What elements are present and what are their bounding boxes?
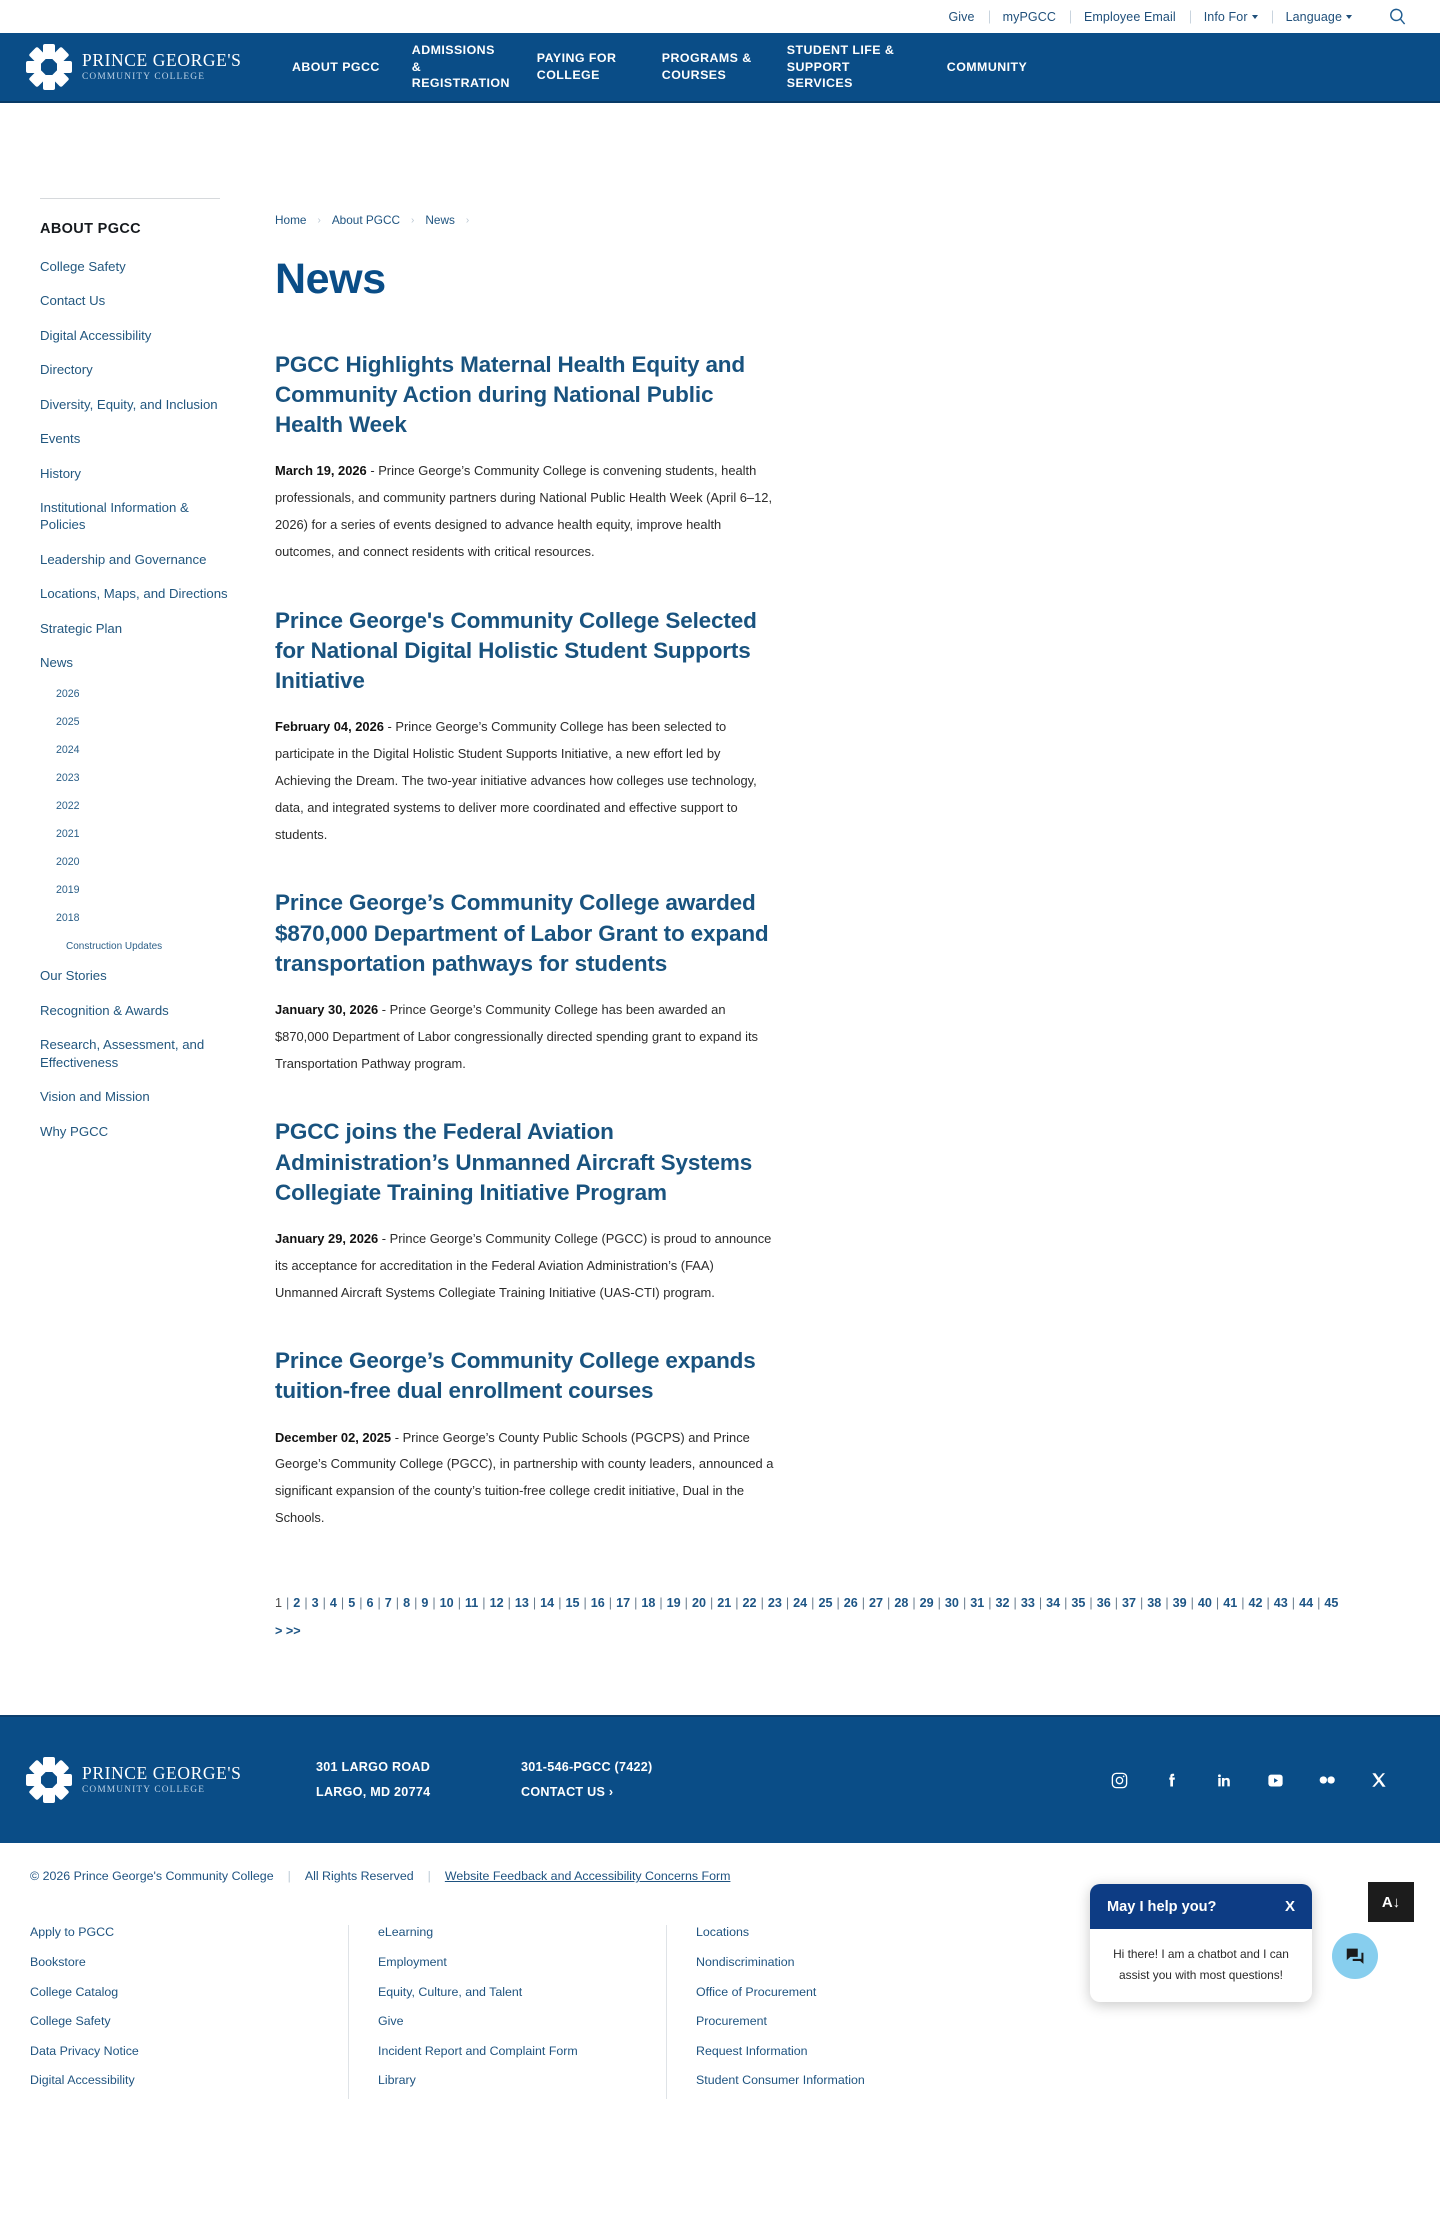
pagination-separator: | <box>457 1596 461 1610</box>
pagination-separator: | <box>507 1596 511 1610</box>
chatbot-message: Hi there! I am a chatbot and I can assist you with most questions! <box>1113 1947 1289 1982</box>
footer-link-columns <box>0 1893 1440 2131</box>
utility-link-give[interactable] <box>934 10 988 24</box>
footer-column-3 <box>666 1923 984 2101</box>
pagination-page-9[interactable]: 9 <box>421 1596 429 1610</box>
pagination-current-page: 1 <box>275 1596 283 1610</box>
utility-link-label: Employee Email <box>1083 9 1176 24</box>
sidebar-item-label: 2020 <box>56 856 80 869</box>
pagination-page-19[interactable]: 19 <box>666 1596 681 1610</box>
sidebar-item-label: Events <box>40 431 81 447</box>
pagination-separator: | <box>432 1596 436 1610</box>
pagination-page-33[interactable]: 33 <box>1020 1596 1035 1610</box>
pagination-separator: | <box>532 1596 537 1610</box>
footer-link-procurement[interactable]: Procurement <box>696 2014 767 2029</box>
pagination-separator: | <box>811 1596 815 1610</box>
pagination-page-35[interactable]: 35 <box>1071 1596 1086 1610</box>
footer-link-elearning[interactable]: eLearning <box>378 1925 434 1940</box>
utility-link-label: myPGCC <box>1002 9 1056 24</box>
footer-link-give[interactable]: Give <box>378 2014 404 2029</box>
pgcc-logo-icon <box>26 44 72 90</box>
pagination-separator: | <box>1089 1596 1093 1610</box>
pagination-separator: | <box>1317 1596 1321 1610</box>
utility-bar <box>0 0 1440 33</box>
news-article-body-text: - Prince George’s Community College (PGCC) is proud to announce its acceptance for accreditation in the Federal Aviation Administration’s (FAA) Unmanned Aircraft Systems Collegiate Training Initiative (UAS-CTI) program. <box>275 1230 772 1300</box>
pagination-page-42[interactable]: 42 <box>1248 1596 1263 1610</box>
sidebar-navigation <box>0 103 275 1645</box>
instagram-link[interactable] <box>1108 1769 1130 1791</box>
sidebar-item-label: 2025 <box>56 716 80 729</box>
pagination-separator: | <box>861 1596 866 1610</box>
pagination-page-26[interactable]: 26 <box>843 1596 858 1610</box>
pagination-page-10[interactable]: 10 <box>439 1596 454 1610</box>
youtube-link[interactable] <box>1264 1769 1286 1791</box>
pagination-page-40[interactable]: 40 <box>1197 1596 1212 1610</box>
pagination-separator: | <box>322 1596 326 1610</box>
news-article <box>275 1117 775 1306</box>
sidebar-item-label: Research, Assessment, and Effectiveness <box>40 1037 205 1070</box>
pagination-separator: | <box>1114 1596 1118 1610</box>
utility-dropdown-language[interactable] <box>1272 10 1366 24</box>
news-article-body-text: - Prince George’s County Public Schools (PGCPS) and Prince George’s Community College (PGCC), in partnership with county leaders, announced a significant expansion of the county’s tuition-free college credit initiative, Dual in the Schools. <box>275 1429 774 1526</box>
pagination-page-30[interactable]: 30 <box>944 1596 959 1610</box>
pagination-page-44[interactable]: 44 <box>1299 1596 1314 1610</box>
pagination-separator: | <box>482 1596 486 1610</box>
pagination-separator: | <box>583 1596 587 1610</box>
pagination-separator: | <box>836 1596 840 1610</box>
chat-bubble-icon <box>1344 1945 1366 1967</box>
sidebar-item-2021[interactable] <box>56 828 246 842</box>
breadcrumb-separator-icon: › <box>411 214 415 226</box>
sidebar-item-directory[interactable] <box>40 361 230 378</box>
utility-link-label: Language <box>1285 9 1342 24</box>
footer-column-2 <box>348 1923 666 2101</box>
nav-item-community[interactable]: COMMUNITY <box>946 59 1028 74</box>
footer-contact-us-link[interactable]: CONTACT US › <box>521 1785 614 1800</box>
sidebar-item-label: Diversity, Equity, and Inclusion <box>40 396 218 412</box>
pagination-separator: | <box>735 1596 739 1610</box>
pagination-separator: | <box>760 1596 764 1610</box>
sidebar-item-label: 2019 <box>56 884 80 897</box>
pagination-separator: | <box>1215 1596 1220 1610</box>
footer-brand-subname: COMMUNITY COLLEGE <box>82 1784 206 1795</box>
pagination-page-24[interactable]: 24 <box>793 1596 808 1610</box>
sidebar-item-label: Digital Accessibility <box>40 327 152 343</box>
breadcrumb-item-home[interactable]: Home <box>275 213 307 227</box>
footer-link-office-of-procurement[interactable]: Office of Procurement <box>696 1984 817 1999</box>
pagination-separator: | <box>1038 1596 1043 1610</box>
chatbot-title: May I help you? <box>1107 1898 1217 1915</box>
pagination-separator: | <box>286 1596 290 1610</box>
chevron-down-icon <box>1346 15 1352 19</box>
pagination-page-6[interactable]: 6 <box>366 1596 374 1610</box>
pagination-separator: | <box>1013 1596 1017 1610</box>
pagination-page-12[interactable]: 12 <box>489 1596 504 1610</box>
pagination-separator: | <box>304 1596 308 1610</box>
sidebar-item-label: 2022 <box>56 800 80 813</box>
pagination-page-31[interactable]: 31 <box>970 1596 985 1610</box>
pagination-page-45[interactable]: 45 <box>1324 1596 1339 1610</box>
pagination-separator: | <box>1064 1596 1068 1610</box>
pagination-page-28[interactable]: 28 <box>894 1596 909 1610</box>
legal-divider: | <box>287 1869 291 1884</box>
pagination-separator: | <box>558 1596 562 1610</box>
pagination-page-37[interactable]: 37 <box>1122 1596 1137 1610</box>
footer-link-locations[interactable]: Locations <box>696 1925 750 1940</box>
pagination-separator: | <box>1291 1596 1296 1610</box>
footer-link-bookstore[interactable]: Bookstore <box>30 1955 86 1970</box>
pagination-separator: | <box>912 1596 916 1610</box>
sidebar-item-2020[interactable] <box>56 856 246 870</box>
pagination-page-22[interactable]: 22 <box>742 1596 757 1610</box>
social-links <box>1108 1769 1410 1791</box>
footer-contact <box>521 1755 751 1805</box>
news-article-date: March 19, 2026 <box>275 463 367 479</box>
footer-link-college-catalog[interactable]: College Catalog <box>30 1984 119 1999</box>
pagination-last-button[interactable]: >> <box>285 1623 301 1638</box>
sidebar-divider <box>40 198 220 199</box>
pagination-separator: | <box>1140 1596 1144 1610</box>
pagination-separator: | <box>1241 1596 1245 1610</box>
pagination-separator: | <box>684 1596 688 1610</box>
pagination-next-button[interactable]: > <box>275 1623 283 1638</box>
sidebar-item-2023[interactable] <box>56 772 246 786</box>
pagination-separator: | <box>608 1596 613 1610</box>
footer-link-library[interactable]: Library <box>378 2073 416 2088</box>
footer-link-equity-culture-and-talent[interactable]: Equity, Culture, and Talent <box>378 1984 523 1999</box>
nav-item-about-pgcc[interactable]: ABOUT PGCC <box>292 59 380 74</box>
news-article-summary <box>275 714 775 848</box>
pagination-page-27[interactable]: 27 <box>869 1596 884 1610</box>
facebook-link[interactable] <box>1160 1769 1182 1791</box>
sidebar-item-label: Strategic Plan <box>40 620 123 636</box>
instagram-icon <box>1110 1771 1129 1790</box>
sidebar-item-2025[interactable] <box>56 716 246 730</box>
footer-logo-link[interactable] <box>26 1757 316 1803</box>
pagination-separator: | <box>634 1596 638 1610</box>
sidebar-item-institutional-information-policies[interactable] <box>40 499 230 534</box>
footer-link-request-information[interactable]: Request Information <box>696 2043 808 2058</box>
sidebar-item-2019[interactable] <box>56 884 246 898</box>
chatbot-popup <box>1090 1884 1312 2002</box>
pagination <box>275 1590 1339 1645</box>
footer-link-employment[interactable]: Employment <box>378 1955 447 1970</box>
news-article-summary <box>275 1226 775 1307</box>
x-twitter-link[interactable] <box>1368 1769 1390 1791</box>
pagination-separator: | <box>1165 1596 1169 1610</box>
sidebar-item-diversity-equity-and-inclusion[interactable] <box>40 396 230 413</box>
pagination-page-18[interactable]: 18 <box>641 1596 656 1610</box>
page-body <box>0 103 1440 1715</box>
footer-link-digital-accessibility[interactable]: Digital Accessibility <box>30 2073 135 2088</box>
main-navigation <box>0 33 1440 103</box>
pagination-separator: | <box>709 1596 714 1610</box>
news-article-date: December 02, 2025 <box>275 1429 392 1445</box>
linkedin-link[interactable] <box>1212 1769 1234 1791</box>
chevron-down-icon <box>1252 15 1258 19</box>
breadcrumb <box>275 213 775 227</box>
accessibility-text-icon: A↓ <box>1381 1893 1401 1911</box>
sidebar-item-label: Leadership and Governance <box>40 551 207 567</box>
footer-link-incident-report-and-complaint-form[interactable]: Incident Report and Complaint Form <box>378 2043 578 2058</box>
pagination-page-29[interactable]: 29 <box>919 1596 934 1610</box>
sidebar-item-leadership-and-governance[interactable] <box>40 551 230 568</box>
sidebar-item-label: Directory <box>40 362 93 378</box>
utility-link-mypgcc[interactable] <box>989 10 1070 24</box>
sidebar-heading: ABOUT PGCC <box>40 221 141 237</box>
pagination-separator: | <box>659 1596 663 1610</box>
news-article <box>275 1346 775 1532</box>
news-article-body-text: - Prince George’s Community College is convening students, health professionals, and community partners during National Public Health Week (April 6–12, 2026) for a series of events designed to advance health equity, improve health outcomes, and connect residents with critical resources. <box>275 463 773 559</box>
pagination-separator: | <box>340 1596 345 1610</box>
news-article <box>275 888 775 1077</box>
brand-name: PRINCE GEORGE'S <box>82 50 242 71</box>
accessibility-toolbar-button[interactable] <box>1368 1882 1414 1922</box>
pagination-page-25[interactable]: 25 <box>818 1596 833 1610</box>
sidebar-item-2022[interactable] <box>56 800 246 814</box>
sidebar-item-label: Locations, Maps, and Directions <box>40 586 228 602</box>
pagination-separator: | <box>359 1596 363 1610</box>
news-article-summary <box>275 1425 775 1532</box>
pagination-page-2[interactable]: 2 <box>293 1596 301 1610</box>
sidebar-item-label: Recognition & Awards <box>40 1002 169 1018</box>
rights-text: All Rights Reserved <box>304 1869 414 1884</box>
pagination-page-38[interactable]: 38 <box>1147 1596 1162 1610</box>
news-article-title-link[interactable]: Prince George’s Community College awarded $870,000 Department of Labor Grant to expand transportation pathways for students <box>275 890 769 976</box>
pagination-separator: | <box>1266 1596 1270 1610</box>
pagination-separator: | <box>377 1596 381 1610</box>
sidebar-item-label: 2018 <box>56 912 80 925</box>
sidebar-item-events[interactable] <box>40 430 230 447</box>
pagination-page-5[interactable]: 5 <box>348 1596 356 1610</box>
sidebar-item-label: 2023 <box>56 772 80 785</box>
sidebar-item-research-assessment-and-effectiveness[interactable] <box>40 1036 230 1071</box>
footer-column-1 <box>30 1923 348 2101</box>
pagination-separator: | <box>785 1596 790 1610</box>
sidebar-item-recognition-awards[interactable] <box>40 1002 230 1019</box>
sidebar-item-2026[interactable] <box>56 688 246 702</box>
chatbot-header <box>1090 1884 1312 1929</box>
sidebar-item-label: College Safety <box>40 259 126 274</box>
footer-address <box>316 1755 521 1805</box>
primary-nav-items <box>276 42 1440 92</box>
pagination-page-34[interactable]: 34 <box>1046 1596 1061 1610</box>
pagination-separator: | <box>414 1596 418 1610</box>
sidebar-item-label: Vision and Mission <box>40 1089 150 1105</box>
nav-item-programs-courses[interactable]: PROGRAMS & COURSES <box>661 51 752 82</box>
pagination-separator: | <box>1190 1596 1194 1610</box>
breadcrumb-separator-icon: › <box>317 214 321 226</box>
news-article-title-link[interactable]: PGCC joins the Federal Aviation Administration’s Unmanned Aircraft Systems Collegiate Training Initiative Program <box>275 1119 753 1205</box>
close-icon[interactable]: X <box>1284 1898 1295 1916</box>
chatbot-launcher-button[interactable] <box>1332 1933 1378 1979</box>
sidebar-item-2018[interactable] <box>56 912 246 926</box>
brand-subname: COMMUNITY COLLEGE <box>82 71 206 82</box>
pagination-page-21[interactable]: 21 <box>717 1596 732 1610</box>
pagination-page-11[interactable]: 11 <box>464 1596 479 1610</box>
sidebar-item-label: Construction Updates <box>66 941 163 953</box>
sidebar-item-news[interactable] <box>40 654 230 671</box>
search-button[interactable] <box>1384 4 1410 30</box>
utility-link-employee-email[interactable] <box>1070 10 1190 24</box>
brand-wordmark <box>82 52 241 82</box>
pagination-page-39[interactable]: 39 <box>1172 1596 1187 1610</box>
pagination-page-41[interactable]: 41 <box>1223 1596 1238 1610</box>
sidebar-item-2024[interactable] <box>56 744 246 758</box>
sidebar-item-label: 2026 <box>56 688 80 701</box>
sidebar-item-vision-and-mission[interactable] <box>40 1088 230 1105</box>
pagination-page-13[interactable]: 13 <box>514 1596 529 1610</box>
nav-item-student-life-support-services[interactable]: STUDENT LIFE & SUPPORT SERVICES <box>786 42 895 91</box>
news-article <box>275 606 775 849</box>
sidebar-item-strategic-plan[interactable] <box>40 620 230 637</box>
breadcrumb-separator-icon: › <box>465 214 470 226</box>
sidebar-item-construction-updates[interactable] <box>66 940 256 953</box>
site-logo-link[interactable] <box>26 44 276 90</box>
utility-links <box>934 10 1366 24</box>
sidebar-item-label: News <box>40 655 73 671</box>
sidebar-item-our-stories[interactable] <box>40 967 230 984</box>
pagination-page-4[interactable]: 4 <box>329 1596 337 1610</box>
x-twitter-icon <box>1370 1771 1388 1789</box>
sidebar-item-digital-accessibility[interactable] <box>40 327 230 344</box>
pagination-page-20[interactable]: 20 <box>691 1596 706 1610</box>
nav-item-admissions-registration[interactable]: ADMISSIONS & REGISTRATION <box>411 42 510 91</box>
news-article-body-text: - Prince George’s Community College has been awarded an $870,000 Department of Labor congressionally directed spending grant to expand its Transportation Pathway program. <box>275 1001 758 1071</box>
pgcc-logo-icon <box>26 1757 72 1803</box>
footer-link-student-consumer-information[interactable]: Student Consumer Information <box>696 2073 865 2088</box>
page-title: News <box>275 255 386 303</box>
site-footer <box>0 1715 1440 2131</box>
sidebar-item-contact-us[interactable] <box>40 292 230 309</box>
flickr-link[interactable] <box>1316 1769 1338 1791</box>
pagination-separator: | <box>988 1596 992 1610</box>
breadcrumb-item-news[interactable]: News <box>425 213 455 227</box>
flickr-icon <box>1316 1773 1338 1787</box>
utility-link-label: Give <box>948 9 975 24</box>
footer-link-apply-to-pgcc[interactable]: Apply to PGCC <box>30 1925 115 1940</box>
footer-link-college-safety[interactable]: College Safety <box>30 2014 111 2029</box>
news-article-date: January 29, 2026 <box>275 1230 379 1246</box>
footer-link-data-privacy-notice[interactable]: Data Privacy Notice <box>30 2043 139 2058</box>
sidebar-item-history[interactable] <box>40 465 230 482</box>
pagination-page-7[interactable]: 7 <box>384 1596 392 1610</box>
nav-item-paying-for-college[interactable]: PAYING FOR COLLEGE <box>536 51 617 82</box>
news-article <box>275 350 775 566</box>
news-article-summary <box>275 458 775 565</box>
footer-address-line2: LARGO, MD 20774 <box>316 1785 431 1800</box>
sidebar-item-label: Institutional Information & Policies <box>40 499 189 533</box>
footer-link-nondiscrimination[interactable]: Nondiscrimination <box>696 1955 795 1970</box>
news-article-list <box>275 350 775 1532</box>
news-article-date: January 30, 2026 <box>275 1001 379 1017</box>
pagination-page-32[interactable]: 32 <box>995 1596 1010 1610</box>
sidebar-item-why-pgcc[interactable] <box>40 1123 230 1140</box>
footer-brand-name: PRINCE GEORGE'S <box>82 1763 242 1784</box>
pagination-page-15[interactable]: 15 <box>565 1596 580 1610</box>
pagination-page-3[interactable]: 3 <box>311 1596 319 1610</box>
footer-brand-wordmark <box>82 1765 241 1795</box>
search-icon <box>1388 7 1407 26</box>
facebook-icon <box>1162 1771 1181 1790</box>
website-feedback-link[interactable]: Website Feedback and Accessibility Concerns Form <box>444 1869 731 1884</box>
sidebar-item-label: 2021 <box>56 828 80 841</box>
pagination-separator: | <box>962 1596 967 1610</box>
pagination-separator: | <box>887 1596 891 1610</box>
footer-address-line1: 301 LARGO ROAD <box>316 1760 431 1775</box>
sidebar-item-locations-maps-and-directions[interactable] <box>40 585 230 602</box>
news-article-summary <box>275 997 775 1078</box>
footer-main-bar <box>0 1715 1440 1843</box>
news-article-date: February 04, 2026 <box>275 719 384 735</box>
linkedin-icon <box>1214 1771 1233 1790</box>
sidebar-item-label: 2024 <box>56 744 80 757</box>
news-article-body-text: - Prince George’s Community College has been selected to participate in the Digital Holistic Student Supports Initiative, a new effort led by Achieving the Dream. The two-year initiative advances how colleges use technology, data, and integrated systems to deliver more coordinated and effective support to students. <box>275 719 757 842</box>
pagination-page-16[interactable]: 16 <box>590 1596 605 1610</box>
youtube-icon <box>1266 1771 1285 1790</box>
sidebar-item-label: Our Stories <box>40 968 107 984</box>
copyright-text: © 2026 Prince George's Community College <box>30 1869 274 1884</box>
pagination-page-43[interactable]: 43 <box>1273 1596 1288 1610</box>
pagination-separator: | <box>937 1596 941 1610</box>
pagination-page-14[interactable]: 14 <box>540 1596 555 1610</box>
pagination-page-8[interactable]: 8 <box>403 1596 411 1610</box>
utility-dropdown-info-for[interactable] <box>1190 10 1272 24</box>
pagination-page-17[interactable]: 17 <box>616 1596 631 1610</box>
footer-phone-number[interactable]: 301-546-PGCC (7422) <box>521 1760 653 1775</box>
sidebar-item-label: History <box>40 465 82 481</box>
news-article-title-link[interactable]: Prince George’s Community College expands tuition-free dual enrollment courses <box>275 1348 756 1404</box>
sidebar-link-list <box>40 258 275 1140</box>
main-content <box>275 103 1339 1645</box>
utility-link-label: Info For <box>1203 9 1248 24</box>
pagination-separator: | <box>395 1596 400 1610</box>
pagination-page-36[interactable]: 36 <box>1096 1596 1111 1610</box>
breadcrumb-item-about-pgcc[interactable]: About PGCC <box>331 213 401 227</box>
news-article-title-link[interactable]: PGCC Highlights Maternal Health Equity and Community Action during National Public Health Week <box>275 352 745 438</box>
sidebar-item-label: Contact Us <box>40 293 106 309</box>
pagination-page-23[interactable]: 23 <box>767 1596 782 1610</box>
sidebar-item-college-safety[interactable] <box>40 258 230 275</box>
sidebar-item-label: Why PGCC <box>40 1123 109 1139</box>
news-article-title-link[interactable]: Prince George's Community College Selected for National Digital Holistic Student Supports Initiative <box>275 607 757 694</box>
legal-divider: | <box>427 1869 431 1884</box>
